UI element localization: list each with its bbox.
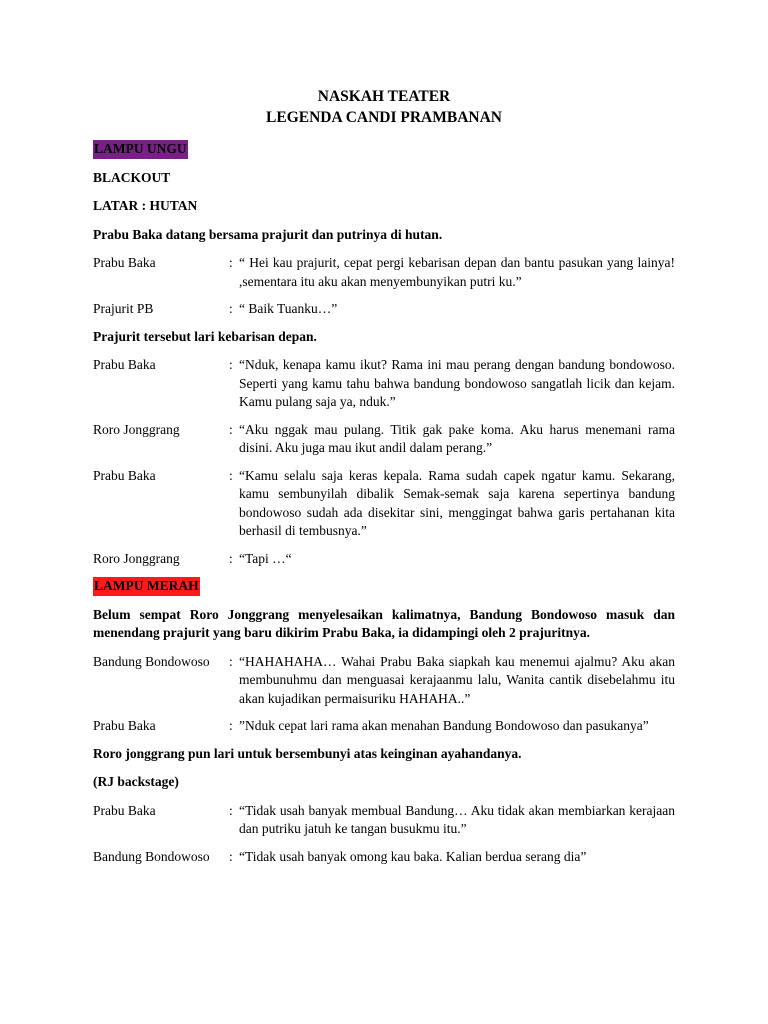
colon: :	[229, 550, 233, 566]
dialogue-1	[93, 254, 675, 291]
stage-direction-1: Prabu Baka datang bersama prajurit dan putrinya di hutan.	[93, 226, 443, 242]
colon: :	[229, 718, 233, 733]
dialogue-9	[93, 802, 675, 839]
dialogue-text: “Tidak usah banyak membual Bandung… Aku tidak akan membiarkan kerajaan dan putriku jatuh ke tangan busukmu itu.”	[239, 802, 675, 836]
colon: :	[229, 357, 233, 372]
stage-direction-3: Belum sempat Roro Jonggrang menyelesaikan kalimatnya, Bandung Bondowoso masuk dan menendang prajurit yang baru dikirim Prabu Baka, ia didampingi oleh 2 prajuritnya.	[93, 606, 675, 640]
stage-direction-4: Roro jonggrang pun lari untuk bersembunyi atas keinginan ayahandanya.	[93, 745, 522, 761]
dialogue-text: “Tidak usah banyak omong kau baka. Kalian berdua serang dia”	[239, 848, 587, 864]
stage-direction-2: Prajurit tersebut lari kebarisan depan.	[93, 328, 317, 344]
colon: :	[229, 848, 233, 864]
colon: :	[229, 467, 233, 483]
lighting-cue-merah	[93, 577, 675, 596]
dialogue-text: “ Baik Tuanku…”	[239, 301, 338, 316]
dialogue-text: “Tapi …“	[239, 550, 292, 566]
dialogue-text: “Aku nggak mau pulang. Titik gak pake koma. Aku harus menemani rama disini. Aku juga mau ikut andil dalam perang.”	[239, 421, 675, 455]
speaker-name: Prabu Baka	[93, 357, 156, 372]
speaker-name: Prabu Baka	[93, 718, 156, 733]
speaker-name: Prabu Baka	[93, 467, 156, 483]
title-block	[93, 86, 675, 128]
script-page	[93, 86, 675, 875]
dialogue-text: ”Nduk cepat lari rama akan menahan Bandung Bondowoso dan pasukanya”	[239, 718, 649, 733]
dialogue-10	[93, 848, 675, 867]
colon: :	[229, 421, 233, 437]
speaker-name: Bandung Bondowoso	[93, 848, 210, 864]
dialogue-8	[93, 717, 675, 736]
dialogue-5	[93, 467, 675, 541]
dialogue-6	[93, 550, 675, 569]
dialogue-2	[93, 300, 675, 319]
colon: :	[229, 301, 233, 316]
speaker-name: Roro Jonggrang	[93, 421, 180, 437]
speaker-name: Prabu Baka	[93, 802, 156, 818]
dialogue-7	[93, 653, 675, 709]
dialogue-text: “Kamu selalu saja keras kepala. Rama sudah capek ngatur kamu. Sekarang, kamu sembunyilah dibalik Semak-semak saja karena sepertinya bandung bondowoso sudah ada disekitar sini, menggingat bahwa garis pertahanan kita berhasil di tembusnya.”	[239, 467, 675, 538]
blackout-cue: BLACKOUT	[93, 169, 171, 185]
stage-direction-5: (RJ backstage)	[93, 774, 179, 789]
title-line-2: LEGENDA CANDI PRAMBANAN	[266, 109, 502, 126]
title-line-1: NASKAH TEATER	[317, 88, 451, 105]
dialogue-text: “HAHAHAHA… Wahai Prabu Baka siapkah kau menemui ajalmu? Aku akan membunuhmu dan menguasai kerajaanmu lalu, Wanita cantik disebelahmu itu akan kujadikan permaisuriku HAHAHA..”	[239, 653, 675, 706]
lampu-ungu-label: LAMPU UNGU	[93, 140, 188, 159]
speaker-name: Bandung Bondowoso	[93, 653, 210, 669]
setting-line: LATAR : HUTAN	[93, 198, 198, 213]
dialogue-text: “Nduk, kenapa kamu ikut? Rama ini mau perang dengan bandung bondowoso. Seperti yang kamu tahu bahwa bandung bondowoso sangatlah licik dan kejam. Kamu pulang saja ya, nduk.”	[239, 357, 675, 409]
lighting-cue-ungu	[93, 140, 675, 159]
colon: :	[229, 255, 233, 270]
colon: :	[229, 802, 233, 818]
lampu-merah-label: LAMPU MERAH	[93, 577, 200, 596]
speaker-name: Prajurit PB	[93, 301, 154, 316]
dialogue-text: “ Hei kau prajurit, cepat pergi kebarisan depan dan bantu pasukan yang lainya! ,sementara itu aku akan menyembunyikan putri ku.”	[239, 255, 675, 289]
speaker-name: Roro Jonggrang	[93, 550, 180, 566]
colon: :	[229, 653, 233, 669]
dialogue-4	[93, 421, 675, 458]
dialogue-3	[93, 356, 675, 412]
speaker-name: Prabu Baka	[93, 255, 156, 270]
